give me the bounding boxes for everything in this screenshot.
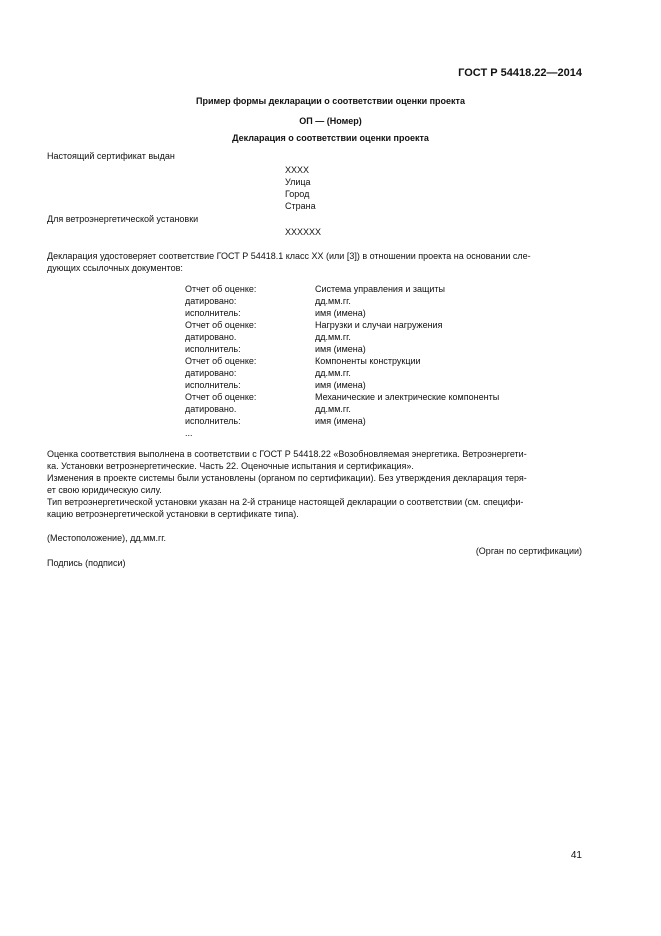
report-label: датировано. bbox=[185, 332, 237, 342]
report-label: исполнитель: bbox=[185, 344, 241, 354]
report-label: Отчет об оценке: bbox=[185, 356, 257, 366]
report-value: Система управления и защиты bbox=[315, 284, 446, 294]
report-value: дд.мм.гг. bbox=[315, 368, 351, 378]
report-label: датировано. bbox=[185, 404, 237, 414]
issued-address bbox=[285, 164, 316, 212]
report-value: дд.мм.гг. bbox=[315, 296, 351, 306]
report-row bbox=[185, 343, 499, 355]
report-row bbox=[185, 427, 499, 439]
report-row bbox=[185, 355, 499, 367]
paragraph-line: Изменения в проекте системы были установлены (органом по сертификации). Без утверждения декларация теря- bbox=[47, 473, 527, 483]
report-label: исполнитель: bbox=[185, 308, 241, 318]
address-line: Страна bbox=[285, 201, 316, 211]
address-line: XXXX bbox=[285, 165, 310, 175]
report-row bbox=[185, 295, 499, 307]
turbine-value: XXXXXX bbox=[285, 227, 322, 237]
paragraph-line: Тип ветроэнергетической установки указан на 2-й странице настоящей декларации о соответствии (см. специфи- bbox=[47, 497, 524, 507]
signature-label: Подпись (подписи) bbox=[47, 558, 126, 568]
address-line: Город bbox=[285, 189, 310, 199]
report-label: датировано: bbox=[185, 296, 237, 306]
report-value: Компоненты конструкции bbox=[315, 356, 421, 366]
report-label: ... bbox=[185, 428, 193, 438]
report-value: Нагрузки и случаи нагружения bbox=[315, 320, 443, 330]
report-row bbox=[185, 415, 499, 427]
reports-list bbox=[185, 283, 499, 439]
turbine-label: Для ветроэнергетической установки bbox=[47, 214, 199, 224]
document-header: ГОСТ Р 54418.22—2014 bbox=[458, 67, 582, 79]
report-value: Механические и электрические компоненты bbox=[315, 392, 500, 402]
report-row bbox=[185, 379, 499, 391]
address-line: Улица bbox=[285, 177, 311, 187]
assessment-paragraph bbox=[47, 448, 587, 520]
report-row bbox=[185, 283, 499, 295]
report-row bbox=[185, 331, 499, 343]
report-value: имя (имена) bbox=[315, 344, 366, 354]
report-row bbox=[185, 367, 499, 379]
paragraph-line: дующих ссылочных документов: bbox=[47, 263, 183, 273]
report-label: датировано: bbox=[185, 368, 237, 378]
report-value: дд.мм.гг. bbox=[315, 332, 351, 342]
declaration-title: Декларация о соответствии оценки проекта bbox=[232, 133, 429, 143]
issued-label: Настоящий сертификат выдан bbox=[47, 151, 175, 161]
paragraph-line: Декларация удостоверяет соответствие ГОСТ Р 54418.1 класс XX (или [3]) в отношении проекта на основании сле- bbox=[47, 251, 531, 261]
paragraph-line: ет свою юридическую силу. bbox=[47, 485, 162, 495]
report-row bbox=[185, 403, 499, 415]
paragraph-line: кацию ветроэнергетической установки в сертификате типа). bbox=[47, 509, 299, 519]
report-value: имя (имена) bbox=[315, 416, 366, 426]
form-title: Пример формы декларации о соответствии оценки проекта bbox=[196, 96, 465, 106]
location-date: (Местоположение), дд.мм.гг. bbox=[47, 533, 166, 543]
paragraph-line: ка. Установки ветроэнергетические. Часть 22. Оценочные испытания и сертификация». bbox=[47, 461, 414, 471]
certifies-paragraph bbox=[47, 250, 587, 274]
report-row bbox=[185, 391, 499, 403]
page-number: 41 bbox=[570, 850, 582, 861]
report-label: исполнитель: bbox=[185, 416, 241, 426]
report-row bbox=[185, 319, 499, 331]
report-value: имя (имена) bbox=[315, 380, 366, 390]
report-value: дд.мм.гг. bbox=[315, 404, 351, 414]
report-label: исполнитель: bbox=[185, 380, 241, 390]
paragraph-line: Оценка соответствия выполнена в соответствии с ГОСТ Р 54418.22 «Возобновляемая энергетика. Ветроэнергети- bbox=[47, 449, 527, 459]
report-label: Отчет об оценке: bbox=[185, 284, 257, 294]
report-value: имя (имена) bbox=[315, 308, 366, 318]
certification-body: (Орган по сертификации) bbox=[475, 546, 582, 556]
report-label: Отчет об оценке: bbox=[185, 392, 257, 402]
form-number: ОП — (Номер) bbox=[299, 116, 362, 126]
report-row bbox=[185, 307, 499, 319]
report-label: Отчет об оценке: bbox=[185, 320, 257, 330]
